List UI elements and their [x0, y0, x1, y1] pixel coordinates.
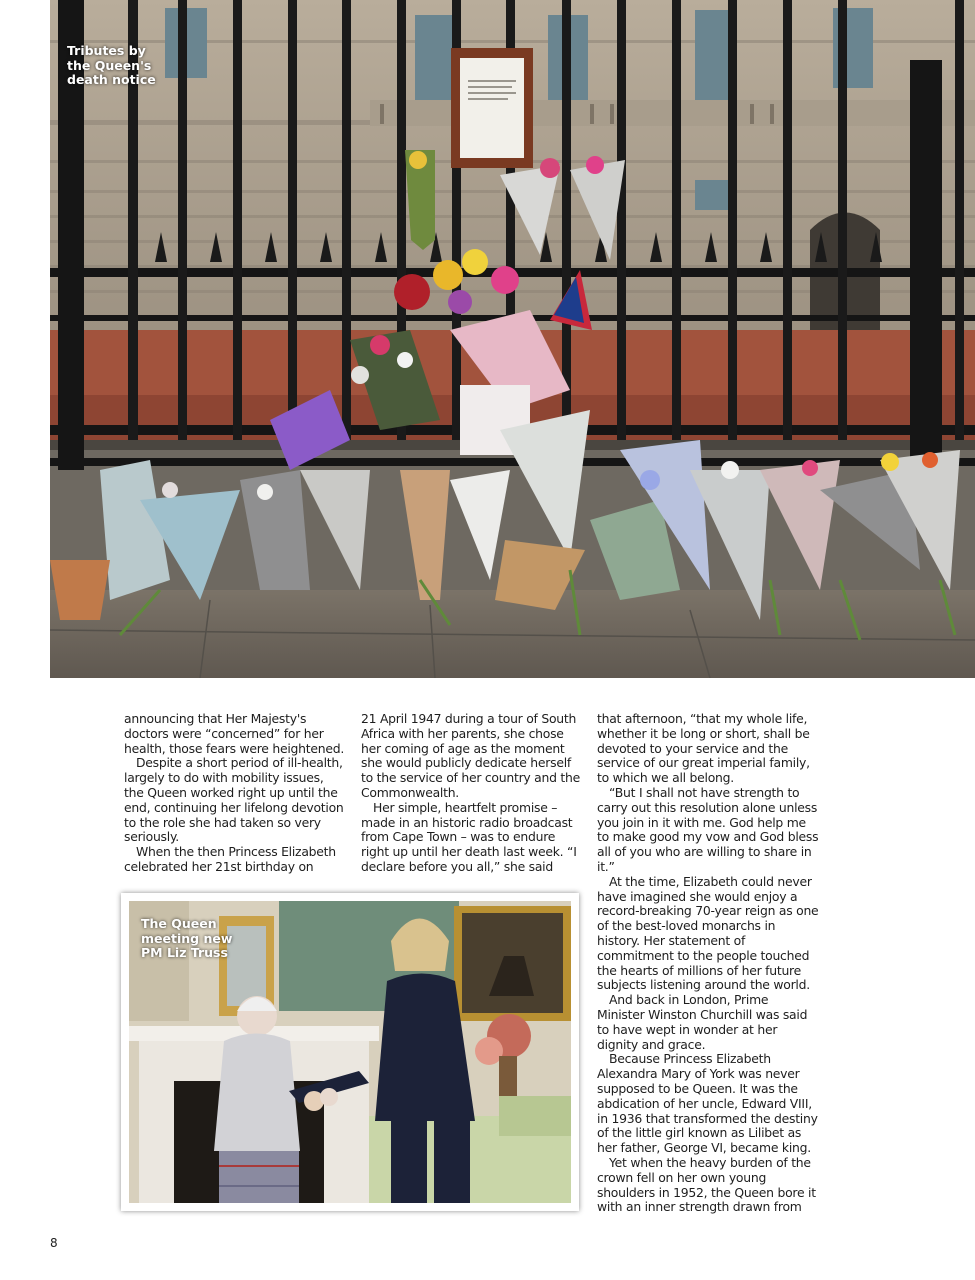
paragraph: that afternoon, “that my whole life, whether it be long or short, shall be devoted to your service and the service of our great imperial family, to which we all belong.	[597, 711, 810, 786]
paragraph: Despite a short period of ill-health, largely to do with mobility issues, the Queen worked right up until the end, continuing her lifelong devotion to the role she had taken so very seriously.	[124, 755, 344, 845]
page-number: 8	[50, 1236, 58, 1250]
queen-truss-photo	[129, 901, 571, 1203]
text-column-2	[361, 712, 583, 875]
inset-photo-caption: The Queen meeting new PM Liz Truss	[141, 916, 233, 960]
paragraph: And back in London, Prime Minister Winston Churchill was said to have wept in wonder at her dignity and grace.	[597, 992, 808, 1052]
paragraph: “But I shall not have strength to carry out this resolution alone unless you join in it with me. God help me to make good my vow and God bless all of you who are willing to share in it.”	[597, 784, 819, 874]
text-column-1	[124, 712, 346, 875]
paragraph: Because Princess Elizabeth Alexandra Mary of York was never supposed to be Queen. It was the abdication of her uncle, Edward VIII, in 1936 that transformed the destiny of the little girl known as Lilibet as her father, George VI, became king.	[597, 1051, 818, 1156]
inset-photo-frame	[121, 893, 579, 1211]
paragraph: Her simple, heartfelt promise – made in an historic radio broadcast from Cape Town – was to endure right up until her death last week. “I declare before you all,” she said	[361, 799, 577, 874]
tributes-illustration	[50, 0, 975, 678]
paragraph: announcing that Her Majesty's doctors were “concerned” for her health, those fears were heightened.	[124, 711, 345, 756]
tributes-photo	[50, 0, 975, 678]
paragraph: When the then Princess Elizabeth celebrated her 21st birthday on	[124, 844, 336, 874]
paragraph: At the time, Elizabeth could never have imagined she would enjoy a record-breaking 70-year reign as one of the best-loved monarchs in history. Her statement of commitment to the people touched the hearts of millions of her future subjects listening around the world.	[597, 873, 819, 993]
top-photo-caption: Tributes by the Queen's death notice	[67, 43, 156, 87]
paragraph: 21 April 1947 during a tour of South Africa with her parents, she chose her coming of age as the moment she would publicly dedicate herself to the service of her country and the Commonwealth.	[361, 711, 581, 800]
paragraph: Yet when the heavy burden of the crown fell on her own young shoulders in 1952, the Queen bore it with an inner strength drawn from	[597, 1154, 816, 1215]
text-column-3	[597, 712, 819, 1215]
